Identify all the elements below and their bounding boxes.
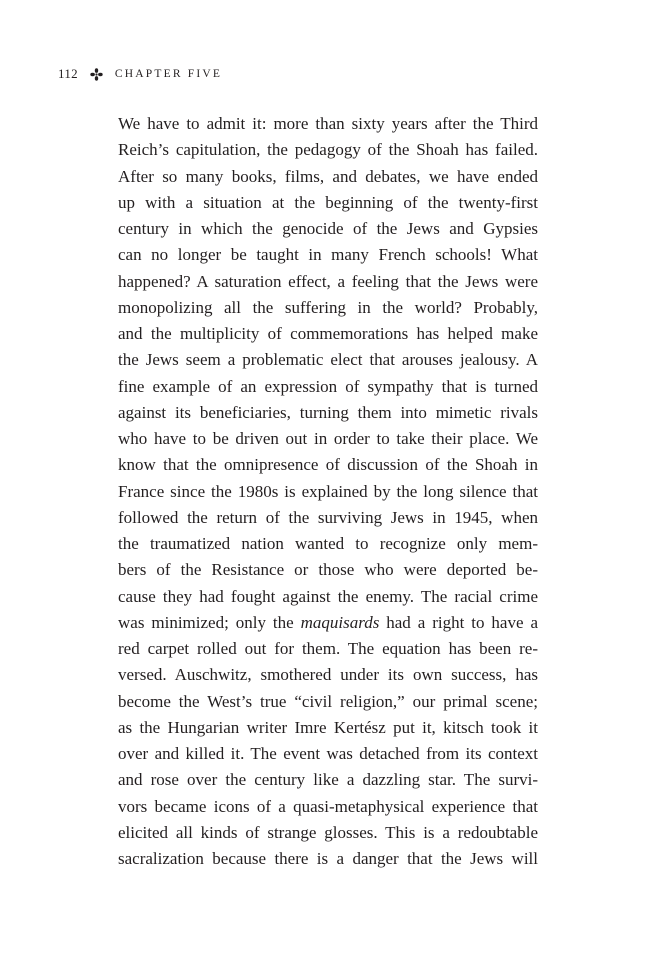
text-line — [118, 662, 538, 688]
text-line — [118, 820, 538, 846]
text-line — [118, 741, 538, 767]
text-segment: followed the return of the surviving Jews in 1945, when — [118, 507, 538, 527]
text-segment: sacralization because there is a danger that the Jews will — [118, 849, 538, 868]
text-segment: versed. Auschwitz, smothered under its own success, has — [118, 665, 538, 685]
text-segment: happened? A saturation effect, a feeling that the Jews were — [118, 271, 538, 291]
italic-term: maquisards — [300, 612, 380, 632]
text-segment: was minimized; only the — [118, 612, 301, 632]
text-segment: up with a situation at the beginning of the twenty-first — [118, 192, 538, 212]
text-segment: the traumatized nation wanted to recognize only mem- — [118, 534, 538, 553]
text-segment: against its beneficiaries, turning them into mimetic rivals — [118, 402, 538, 422]
text-line — [118, 269, 538, 295]
text-segment: fine example of an expression of sympathy that is turned — [118, 376, 538, 396]
text-segment: Reich’s capitulation, the pedagogy of the Shoah has failed. — [118, 140, 538, 160]
text-line — [118, 295, 538, 321]
text-segment: had a right to have a — [379, 612, 538, 632]
text-line — [118, 190, 538, 216]
text-segment: over and killed it. The event was detached from its context — [118, 744, 538, 763]
text-line — [118, 242, 538, 268]
text-segment: After so many books, films, and debates, we have ended — [118, 166, 538, 186]
text-segment: and the multiplicity of commemorations has helped make — [118, 324, 538, 343]
text-segment: France since the 1980s is explained by the long silence that — [118, 481, 538, 501]
text-segment: know that the omnipresence of discussion of the Shoah in — [118, 455, 538, 475]
text-segment: century in which the genocide of the Jews and Gypsies — [118, 219, 538, 238]
body-paragraph — [118, 111, 538, 872]
text-segment: cause they had fought against the enemy. The racial crime — [118, 586, 538, 606]
text-line — [118, 374, 538, 400]
page-number: 112 — [58, 66, 78, 81]
text-segment: as the Hungarian writer Imre Kertész put it, kitsch took it — [118, 717, 538, 737]
fleuron-icon — [90, 68, 103, 81]
text-line — [118, 137, 538, 163]
text-line — [118, 610, 538, 636]
text-segment: bers of the Resistance or those who were deported be- — [118, 560, 538, 580]
text-segment: elicited all kinds of strange glosses. This is a redoubtable — [118, 822, 538, 842]
text-line — [118, 846, 538, 872]
text-segment: vors became icons of a quasi-metaphysical experience that — [118, 796, 538, 816]
text-line — [118, 715, 538, 741]
text-line — [118, 767, 538, 793]
text-line — [118, 689, 538, 715]
text-line — [118, 531, 538, 557]
text-segment: monopolizing all the suffering in the world? Probably, — [118, 297, 538, 317]
chapter-label: CHAPTER FIVE — [114, 68, 223, 80]
text-line — [118, 557, 538, 583]
text-line — [118, 321, 538, 347]
text-line — [118, 400, 538, 426]
text-line — [118, 426, 538, 452]
text-segment: red carpet rolled out for them. The equation has been re- — [118, 639, 538, 658]
text-line — [118, 794, 538, 820]
text-segment: can no longer be taught in many French schools! What — [118, 245, 538, 265]
text-segment: become the West’s true “civil religion,” our primal scene; — [118, 691, 538, 711]
text-line — [118, 636, 538, 662]
text-line — [118, 216, 538, 242]
text-line — [118, 505, 538, 531]
text-line — [118, 479, 538, 505]
text-segment: who have to be driven out in order to take their place. We — [118, 429, 538, 448]
text-segment: the Jews seem a problematic elect that arouses jealousy. A — [118, 350, 538, 370]
text-line — [118, 164, 538, 190]
running-head — [58, 64, 222, 84]
text-segment: We have to admit it: more than sixty years after the Third — [118, 114, 538, 133]
text-line — [118, 584, 538, 610]
text-line — [118, 452, 538, 478]
text-line — [118, 347, 538, 373]
text-line — [118, 111, 538, 137]
text-segment: and rose over the century like a dazzling star. The survi- — [118, 770, 538, 790]
